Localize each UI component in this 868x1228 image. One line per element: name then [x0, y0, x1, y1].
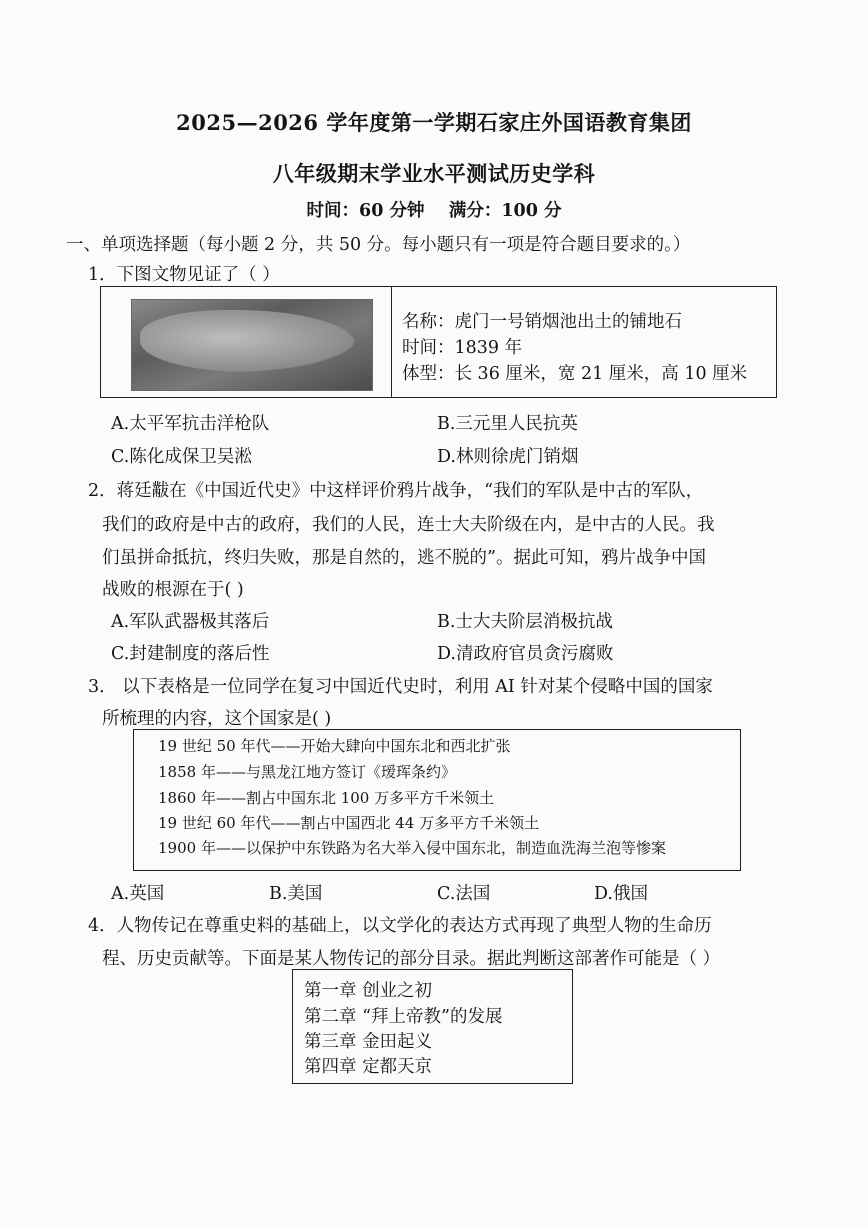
q1-box-divider [391, 287, 392, 397]
q3-option-b: B.美国 [269, 884, 323, 904]
exam-title: 2025—2026 学年度第一学期石家庄外国语教育集团 [176, 110, 692, 135]
q2-line-2: 我们的政府是中古的政府，我们的人民，连士大夫阶级在内，是中古的人民。我 [102, 515, 715, 535]
q3-option-c: C.法国 [437, 884, 491, 904]
q3-timeline-row: 1858 年——与黑龙江地方签订《瑷珲条约》 [158, 763, 456, 781]
q2-line-4: 战败的根源在于( ) [102, 580, 244, 600]
q3-option-d: D.俄国 [594, 884, 648, 904]
q1-info-size: 体型：长 36 厘米，宽 21 厘米，高 10 厘米 [402, 364, 748, 384]
q3-option-a: A.英国 [111, 884, 165, 904]
q2-line-3: 们虽拼命抵抗，终归失败，那是自然的，逃不脱的”。据此可知，鸦片战争中国 [102, 548, 706, 568]
q1-stem: 1．下图文物见证了（ ） [88, 265, 280, 285]
q4-toc-item: 第四章 定都天京 [304, 1057, 433, 1077]
q1-option-a: A.太平军抗击洋枪队 [111, 414, 270, 434]
q4-toc-item: 第三章 金田起义 [304, 1032, 433, 1052]
q2-option-d: D.清政府官员贪污腐败 [437, 644, 614, 664]
section-heading: 一、单项选择题（每小题 2 分，共 50 分。每小题只有一项是符合题目要求的。） [66, 235, 691, 255]
q1-info-name: 名称：虎门一号销烟池出土的铺地石 [402, 312, 682, 332]
exam-subtitle: 八年级期末学业水平测试历史学科 [272, 161, 596, 186]
q3-line-1: 3． 以下表格是一位同学在复习中国近代史时，利用 AI 针对某个侵略中国的国家 [88, 677, 713, 697]
paving-stone-image [131, 299, 373, 391]
exam-time-score: 时间：60 分钟 满分：100 分 [306, 201, 562, 221]
q1-option-c: C.陈化成保卫吴淞 [111, 447, 252, 467]
q3-line-2: 所梳理的内容，这个国家是( ) [102, 709, 332, 729]
q3-timeline-row: 19 世纪 60 年代——割占中国西北 44 万多平方千米领土 [158, 814, 540, 832]
q4-toc-item: 第二章 “拜上帝教”的发展 [304, 1007, 503, 1027]
q2-option-a: A.军队武器极其落后 [111, 612, 270, 632]
q4-toc-item: 第一章 创业之初 [304, 981, 433, 1001]
q4-line-1: 4．人物传记在尊重史料的基础上，以文学化的表达方式再现了典型人物的生命历 [88, 916, 712, 936]
q3-timeline-row: 1900 年——以保护中东铁路为名大举入侵中国东北，制造血洗海兰泡等惨案 [158, 839, 666, 857]
q4-line-2: 程、历史贡献等。下面是某人物传记的部分目录。据此判断这部著作可能是（ ） [102, 949, 721, 969]
q3-timeline-row: 1860 年——割占中国东北 100 万多平方千米领土 [158, 789, 495, 807]
q2-option-b: B.士大夫阶层消极抗战 [437, 612, 613, 632]
q1-info-time: 时间：1839 年 [402, 338, 523, 358]
q2-line-1: 2．蒋廷黻在《中国近代史》中这样评价鸦片战争，“我们的军队是中古的军队， [88, 481, 704, 501]
q3-timeline-row: 19 世纪 50 年代——开始大肆向中国东北和西北扩张 [158, 737, 511, 755]
q1-option-b: B.三元里人民抗英 [437, 414, 578, 434]
q1-option-d: D.林则徐虎门销烟 [437, 447, 579, 467]
q2-option-c: C.封建制度的落后性 [111, 644, 270, 664]
